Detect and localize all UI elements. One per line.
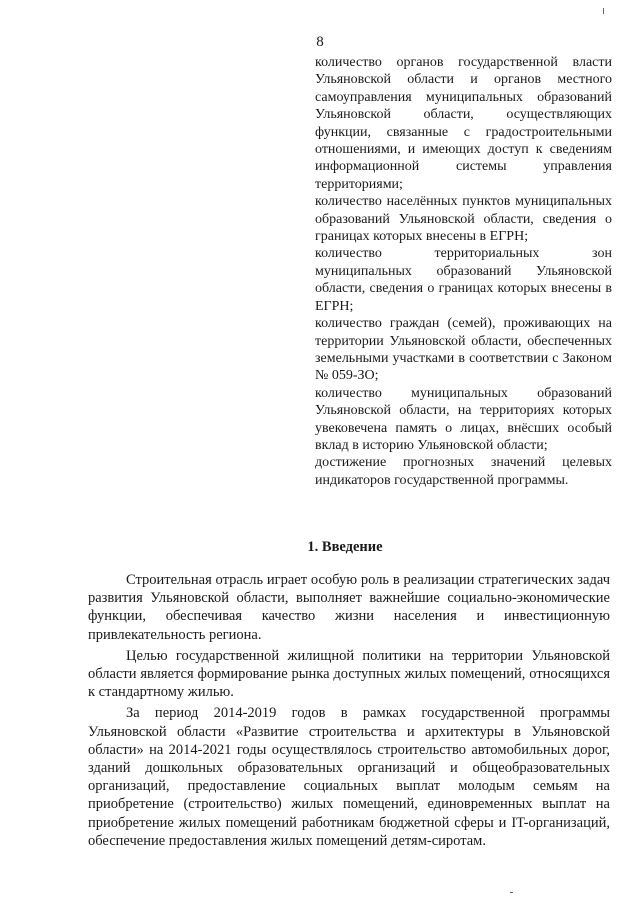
page-number: 8 — [316, 34, 324, 50]
intro-paragraph: Строительная отрасль играет особую роль в реализации стратегических задач развития Ульяновской области, выполняет важнейшие социально-экономические функции, обеспечивая качество жизни населения и инвестиционную привлекательность региона. — [88, 572, 610, 643]
section-title: 1. Введение — [307, 539, 383, 555]
indicator-item: количество органов государственной власти Ульяновской области и органов местного самоуправления муниципальных образований Ульяновской области, осуществляющих функции, связанные с градостроительными отношениями, и имеющих доступ к сведениям информационной системы управления территориями; — [315, 55, 612, 192]
indicator-item: количество граждан (семей), проживающих на территории Ульяновской области, обеспеченных земельными участками в соответствии с Законом № 059-ЗО; — [315, 316, 612, 384]
intro-paragraph: За период 2014-2019 годов в рамках государственной программы Ульяновской области «Развитие строительства и архитектуры в Ульяновской области» на 2014-2021 годы осуществлялось строительство автомобильных дорог, зданий дошкольных образовательных организаций и общеобразовательных организаций, предоставление социальных выплат молодым семьям на приобретение (строительство) жилых помещений, единовременных выплат на приобретение жилых помещений работникам бюджетной сферы и IT-организаций, обеспечение предоставления жилых помещений детям-сиротам. — [88, 705, 610, 849]
indicator-item: количество муниципальных образований Ульяновской области, на территориях которых увековечена память о лицах, внёсших особый вклад в историю Ульяновской области; — [315, 385, 612, 453]
intro-text — [88, 571, 610, 850]
indicator-item: количество населённых пунктов муниципальных образований Ульяновской области, сведения о границах которых внесены в ЕГРН; — [315, 194, 612, 245]
indicator-item: достижение прогнозных значений целевых индикаторов государственной программы. — [315, 455, 612, 488]
scan-artifact — [603, 8, 604, 14]
intro-paragraph: Целью государственной жилищной политики на территории Ульяновской области является формирование рынка доступных жилых помещений, относящихся к стандартному жилью. — [88, 647, 610, 701]
scan-artifact — [510, 892, 513, 893]
indicator-item: количество территориальных зон муниципальных образований Ульяновской области, сведения о границах которых внесены в ЕГРН; — [315, 246, 612, 314]
indicator-list — [315, 54, 612, 489]
